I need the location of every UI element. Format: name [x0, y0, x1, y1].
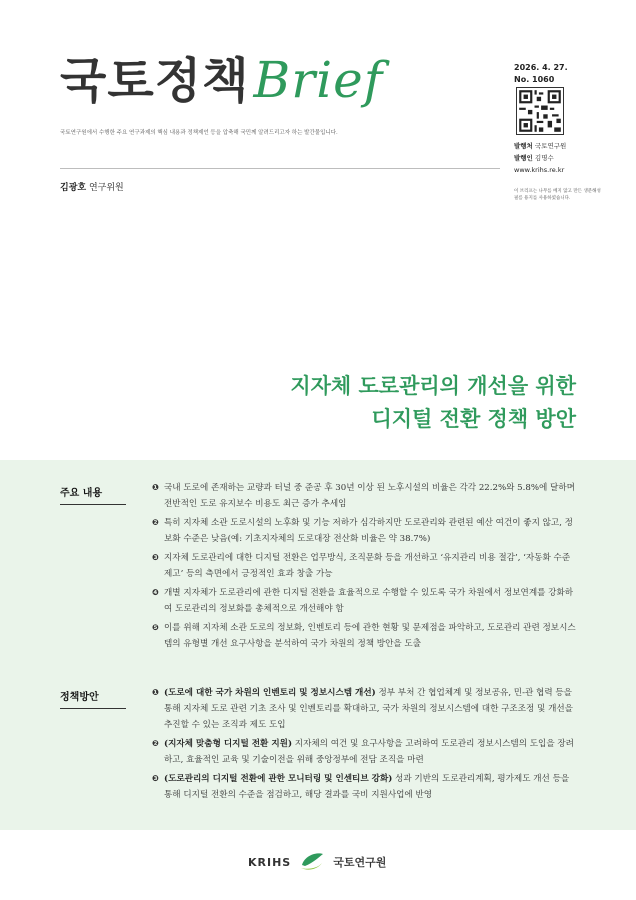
item-body: 성과 기반의 도로관리계획, 평가제도 개선 등을 통해 디지털 전환의 수준을 점검하고, 해당 결과를 국비 지원사업에 반영 — [164, 774, 570, 800]
summary-label-text: 주요 내용 — [60, 488, 103, 499]
item-heading: (도로관리의 디지털 전환에 관한 모니터링 및 인센티브 강화) — [164, 774, 393, 784]
item-number: ❶ — [152, 483, 159, 492]
author-role: 연구위원 — [88, 183, 124, 193]
item-body: 지자체의 여건 및 요구사항을 고려하여 도로관리 정보시스템의 도입을 장려하고, 효율적인 교육 및 기술이전을 위해 중앙정부에 전담 조직을 마련 — [164, 739, 574, 765]
org-name-korean: 국토연구원 — [333, 856, 387, 869]
publisher-name: 국토연구원 — [534, 142, 567, 150]
item-text: 지자체 도로관리에 대한 디지털 전환은 업무방식, 조직문화 등을 개선하고 ‘유지관리 비용 절감’, ‘자동화 수준 제고’ 등의 측면에서 긍정적인 효과 창출 가능 — [164, 553, 571, 579]
document-title — [290, 370, 576, 436]
brand-tagline: 국토연구원에서 수행한 주요 연구과제의 핵심 내용과 정책제언 등을 압축해 국민께 알려드리고자 하는 발간물입니다. — [60, 130, 338, 136]
policy-list — [152, 685, 578, 806]
footer-logo — [248, 851, 386, 873]
item-text — [164, 685, 578, 733]
issuer-name: 김명수 — [534, 154, 554, 162]
summary-item — [152, 515, 578, 547]
website-link[interactable]: www.krihs.re.kr — [514, 166, 565, 174]
issue-number: No. 1060 — [514, 75, 555, 84]
brand-name-korean: 국토정책 — [60, 53, 250, 109]
publisher-label: 발행처 — [514, 142, 533, 150]
policy-item — [152, 736, 578, 768]
policy-item — [152, 685, 578, 733]
item-number: ❹ — [152, 588, 159, 597]
item-heading: (지자체 맞춤형 디지털 전환 지원) — [164, 739, 293, 749]
brand-name-english: Brief — [253, 51, 384, 109]
issuer-label: 발행인 — [514, 154, 533, 162]
item-number: ❸ — [152, 774, 159, 783]
qr-code-icon[interactable] — [516, 87, 564, 135]
krihs-leaf-icon — [299, 851, 325, 873]
item-body: 정부 부처 간 협업체계 및 정보공유, 민-관 협력 등을 통해 지자체 도로 관련 기초 조사 및 인벤토리를 확대하고, 국가 차원의 정보시스템에 대한 구조조정 및 개선을 추진할 수 있는 조직과 제도 도입 — [164, 688, 573, 730]
header-divider — [60, 168, 500, 169]
item-number: ❶ — [152, 688, 159, 697]
summary-label-underline — [60, 504, 126, 505]
item-number: ❷ — [152, 518, 159, 527]
publisher-info — [514, 140, 566, 176]
item-number: ❺ — [152, 623, 159, 632]
item-text: 이를 위해 지자체 소관 도로의 정보화, 인벤토리 등에 관한 현황 및 문제점을 파악하고, 도로관리 관련 정보시스템의 유형별 개선 요구사항을 분석하여 국가 차원의 정책 방안을 도출 — [164, 623, 576, 649]
item-text: 국내 도로에 존재하는 교량과 터널 중 준공 후 30년 이상 된 노후시설의 비율은 각각 22.2%와 5.8%에 달하며 전반적인 도로 유지보수 비용도 최근 증가 추세임 — [164, 483, 575, 509]
org-name-english: KRIHS — [248, 855, 292, 869]
item-number: ❸ — [152, 553, 159, 562]
title-line-2: 디지털 전환 정책 방안 — [371, 407, 576, 431]
item-heading: (도로에 대한 국가 차원의 인벤토리 및 정보시스템 개선) — [164, 688, 376, 698]
policy-item — [152, 771, 578, 803]
summary-item — [152, 585, 578, 617]
item-text: 특히 지자체 소관 도로시설의 노후화 및 기능 저하가 심각하지만 도로관리와 관련된 예산 여건이 좋지 않고, 정보화 수준은 낮음(예: 기초지자체의 도로대장 전산화 비율은 약 38.7%) — [164, 518, 573, 544]
summary-list — [152, 480, 578, 655]
policy-label-text: 정책방안 — [60, 692, 99, 703]
author-name: 김광호 — [60, 183, 87, 193]
item-text: 개별 지자체가 도로관리에 관한 디지털 전환을 효율적으로 수행할 수 있도록 국가 차원에서 정보연계를 강화하여 도로관리의 정보화를 총체적으로 개선해야 함 — [164, 588, 574, 614]
item-number: ❷ — [152, 739, 159, 748]
author — [60, 180, 124, 193]
summary-item — [152, 480, 578, 512]
issue-date: 2026. 4. 27. — [514, 63, 568, 72]
item-text — [164, 771, 578, 803]
item-text — [164, 736, 578, 768]
paper-note: 이 브리프는 나무를 베지 않고 만든 생분해성 필름 용지를 사용하였습니다. — [514, 189, 601, 201]
summary-item — [152, 620, 578, 652]
title-line-1: 지자체 도로관리의 개선을 위한 — [290, 374, 576, 398]
summary-item — [152, 550, 578, 582]
policy-section-label — [60, 688, 136, 709]
brand-logo — [60, 42, 383, 111]
summary-section-label — [60, 484, 136, 505]
policy-label-underline — [60, 708, 126, 709]
issue-info — [514, 62, 568, 86]
